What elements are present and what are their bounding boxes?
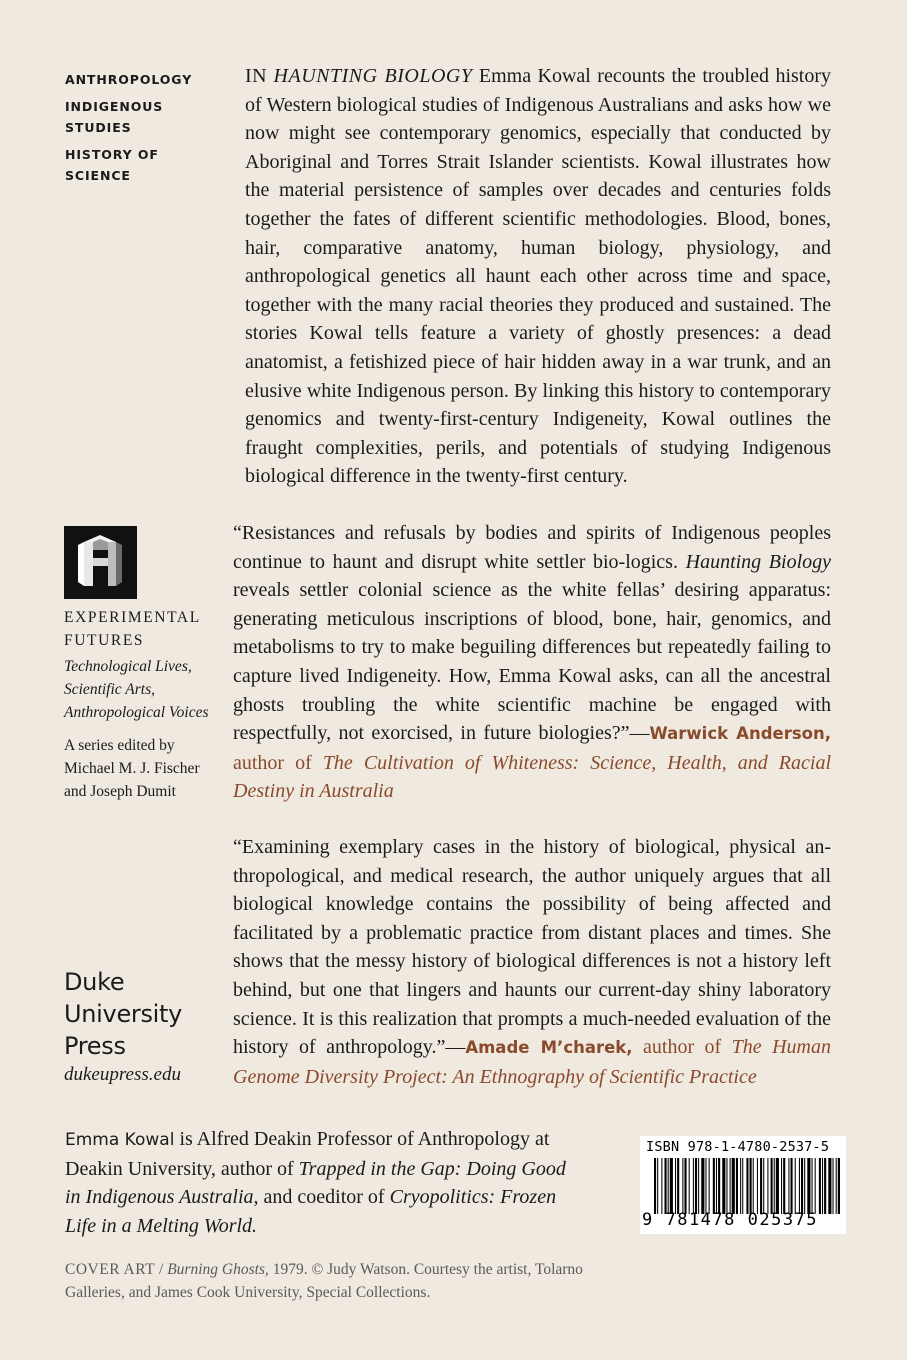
credit-work: Burning Ghosts, [167, 1261, 269, 1278]
subject-anthropology: ANTHROPOLOGY [65, 72, 193, 87]
bio-book-1: Trapped in the Gap: Doing Good in Indigenous Australia, [65, 1157, 566, 1209]
quote2-author-of: author of [643, 1036, 722, 1059]
cover-art-credit [65, 1258, 625, 1304]
subject-list [65, 69, 215, 192]
isbn-barcode [640, 1136, 846, 1234]
quote2-text: “Examining exemplary cases in the history of biological, physical anthropological, and medical research, the author uniquely argues that all biological knowledge contains the possibility of being affected and facilitated by a problematic practice from distant places and times. She shows that the messy history of biological differences is not a history left behind, but one that lingers and haunts our current-day shiny laboratory science. It is this realization that prompts a much-needed evaluation of the history of anthropology.”— [233, 836, 831, 1059]
author-name: Emma Kowal [65, 1130, 175, 1150]
series-title [64, 606, 214, 652]
series-logo-icon [64, 526, 137, 599]
credit-label: COVER ART [65, 1261, 156, 1278]
quote1-text-b: reveals settler colonial science as the white fellas’ desiring apparatus: generating meticulous inscriptions of blood, bone, hair, genomics, and metabolisms to try to make beguiling differences but repeatedly failing to capture lived Indigeneity. How, Emma Kowal asks, can all the ancestral ghosts troubling the white scientific machine be engaged with respectfully, not exorcised, in future biologies?”— [233, 579, 831, 745]
book-description [245, 62, 831, 491]
series-subtitle-line: Anthropological Voices [64, 704, 209, 721]
publisher-line: University [64, 1000, 183, 1028]
quote1-text-a: “Resistances and refusals by bodies and spirits of Indigenous peoples continue to haunt and disrupt white settler bio-logics. [233, 522, 831, 573]
series-subtitle-line: Scientific Arts, [64, 681, 155, 698]
quote2-author: Amade M’charek, [465, 1038, 633, 1058]
isbn-label: ISBN 978-1-4780-2537-5 [646, 1139, 830, 1155]
credit-separator: / [155, 1261, 168, 1278]
publisher-line: Press [64, 1032, 126, 1060]
author-bio [65, 1125, 585, 1240]
publisher-url[interactable]: dukeupress.edu [64, 1064, 181, 1085]
quote1-author-of: author of [233, 751, 312, 774]
series-subtitle-line: Technological Lives, [64, 658, 192, 675]
series-editors [64, 734, 224, 803]
endorsement-quote-2 [233, 833, 831, 1091]
barcode-bars-icon [654, 1158, 840, 1214]
series-title-line: FUTURES [64, 632, 145, 649]
subject-history-of-science: HISTORY OF SCIENCE [65, 146, 159, 183]
series-editors-line: A series edited by [64, 737, 175, 754]
series-editors-line: Michael M. J. Fischer [64, 760, 200, 777]
credit-text: 1979. © Judy Watson. Courtesy the artist, Tolarno Galleries, and James Cook University, Special Collections. [65, 1261, 583, 1301]
series-subtitle [64, 655, 224, 724]
description-text: Emma Kowal recounts the troubled history of Western biological studies of Indigenous Australians and asks how we now might see contemporary genomics, especially that conducted by Aboriginal and Torres Strait Islander scientists. Kowal illustrates how the material persistence of samples over decades and centuries folds together the fates of different scientific methodologies. Blood, bones, hair, comparative anatomy, human biology, physiology, and anthropological genetics all haunt each other across time and space, together with the many racial theories they produced and sustained. The stories Kowal tells feature a variety of ghostly presences: a dead anatomist, a fetishized piece of hair hidden away in a war trunk, and an elusive white Indigenous person. By linking this history to contemporary genomics and twenty-first-century Indigeneity, Kowal outlines the fraught complexities, perils, and potentials of studying Indigenous biological difference in the twenty-first century. [245, 65, 831, 488]
quote1-title: Haunting Biology [685, 550, 832, 573]
lead-in: IN [245, 65, 268, 87]
quote2-work: The Human Genome Diversity Project: An Ethnography of Scientific Practice [233, 1036, 832, 1088]
book-title-inline: HAUNTING BIOLOGY [273, 65, 473, 87]
quote1-work: The Cultivation of Whiteness: Science, Health, and Racial Destiny in Australia [233, 751, 831, 803]
endorsement-quote-1 [233, 519, 831, 806]
bio-text-a: is Alfred Deakin Professor of Anthropology at Deakin University, author of [65, 1128, 550, 1180]
bio-text-b: and coeditor of [263, 1186, 385, 1209]
series-title-line: EXPERIMENTAL [64, 609, 201, 626]
bio-book-2: Cryopolitics: Frozen Life in a Melting World. [65, 1186, 557, 1237]
quote1-author: Warwick Anderson, [649, 724, 832, 744]
series-editors-line: and Joseph Dumit [64, 783, 176, 800]
subject-indigenous-studies: INDIGENOUS STUDIES [65, 98, 164, 135]
publisher-line: Duke [64, 968, 125, 996]
barcode-number: 9 781478 025375 [642, 1210, 819, 1230]
publisher-name [64, 966, 224, 1062]
